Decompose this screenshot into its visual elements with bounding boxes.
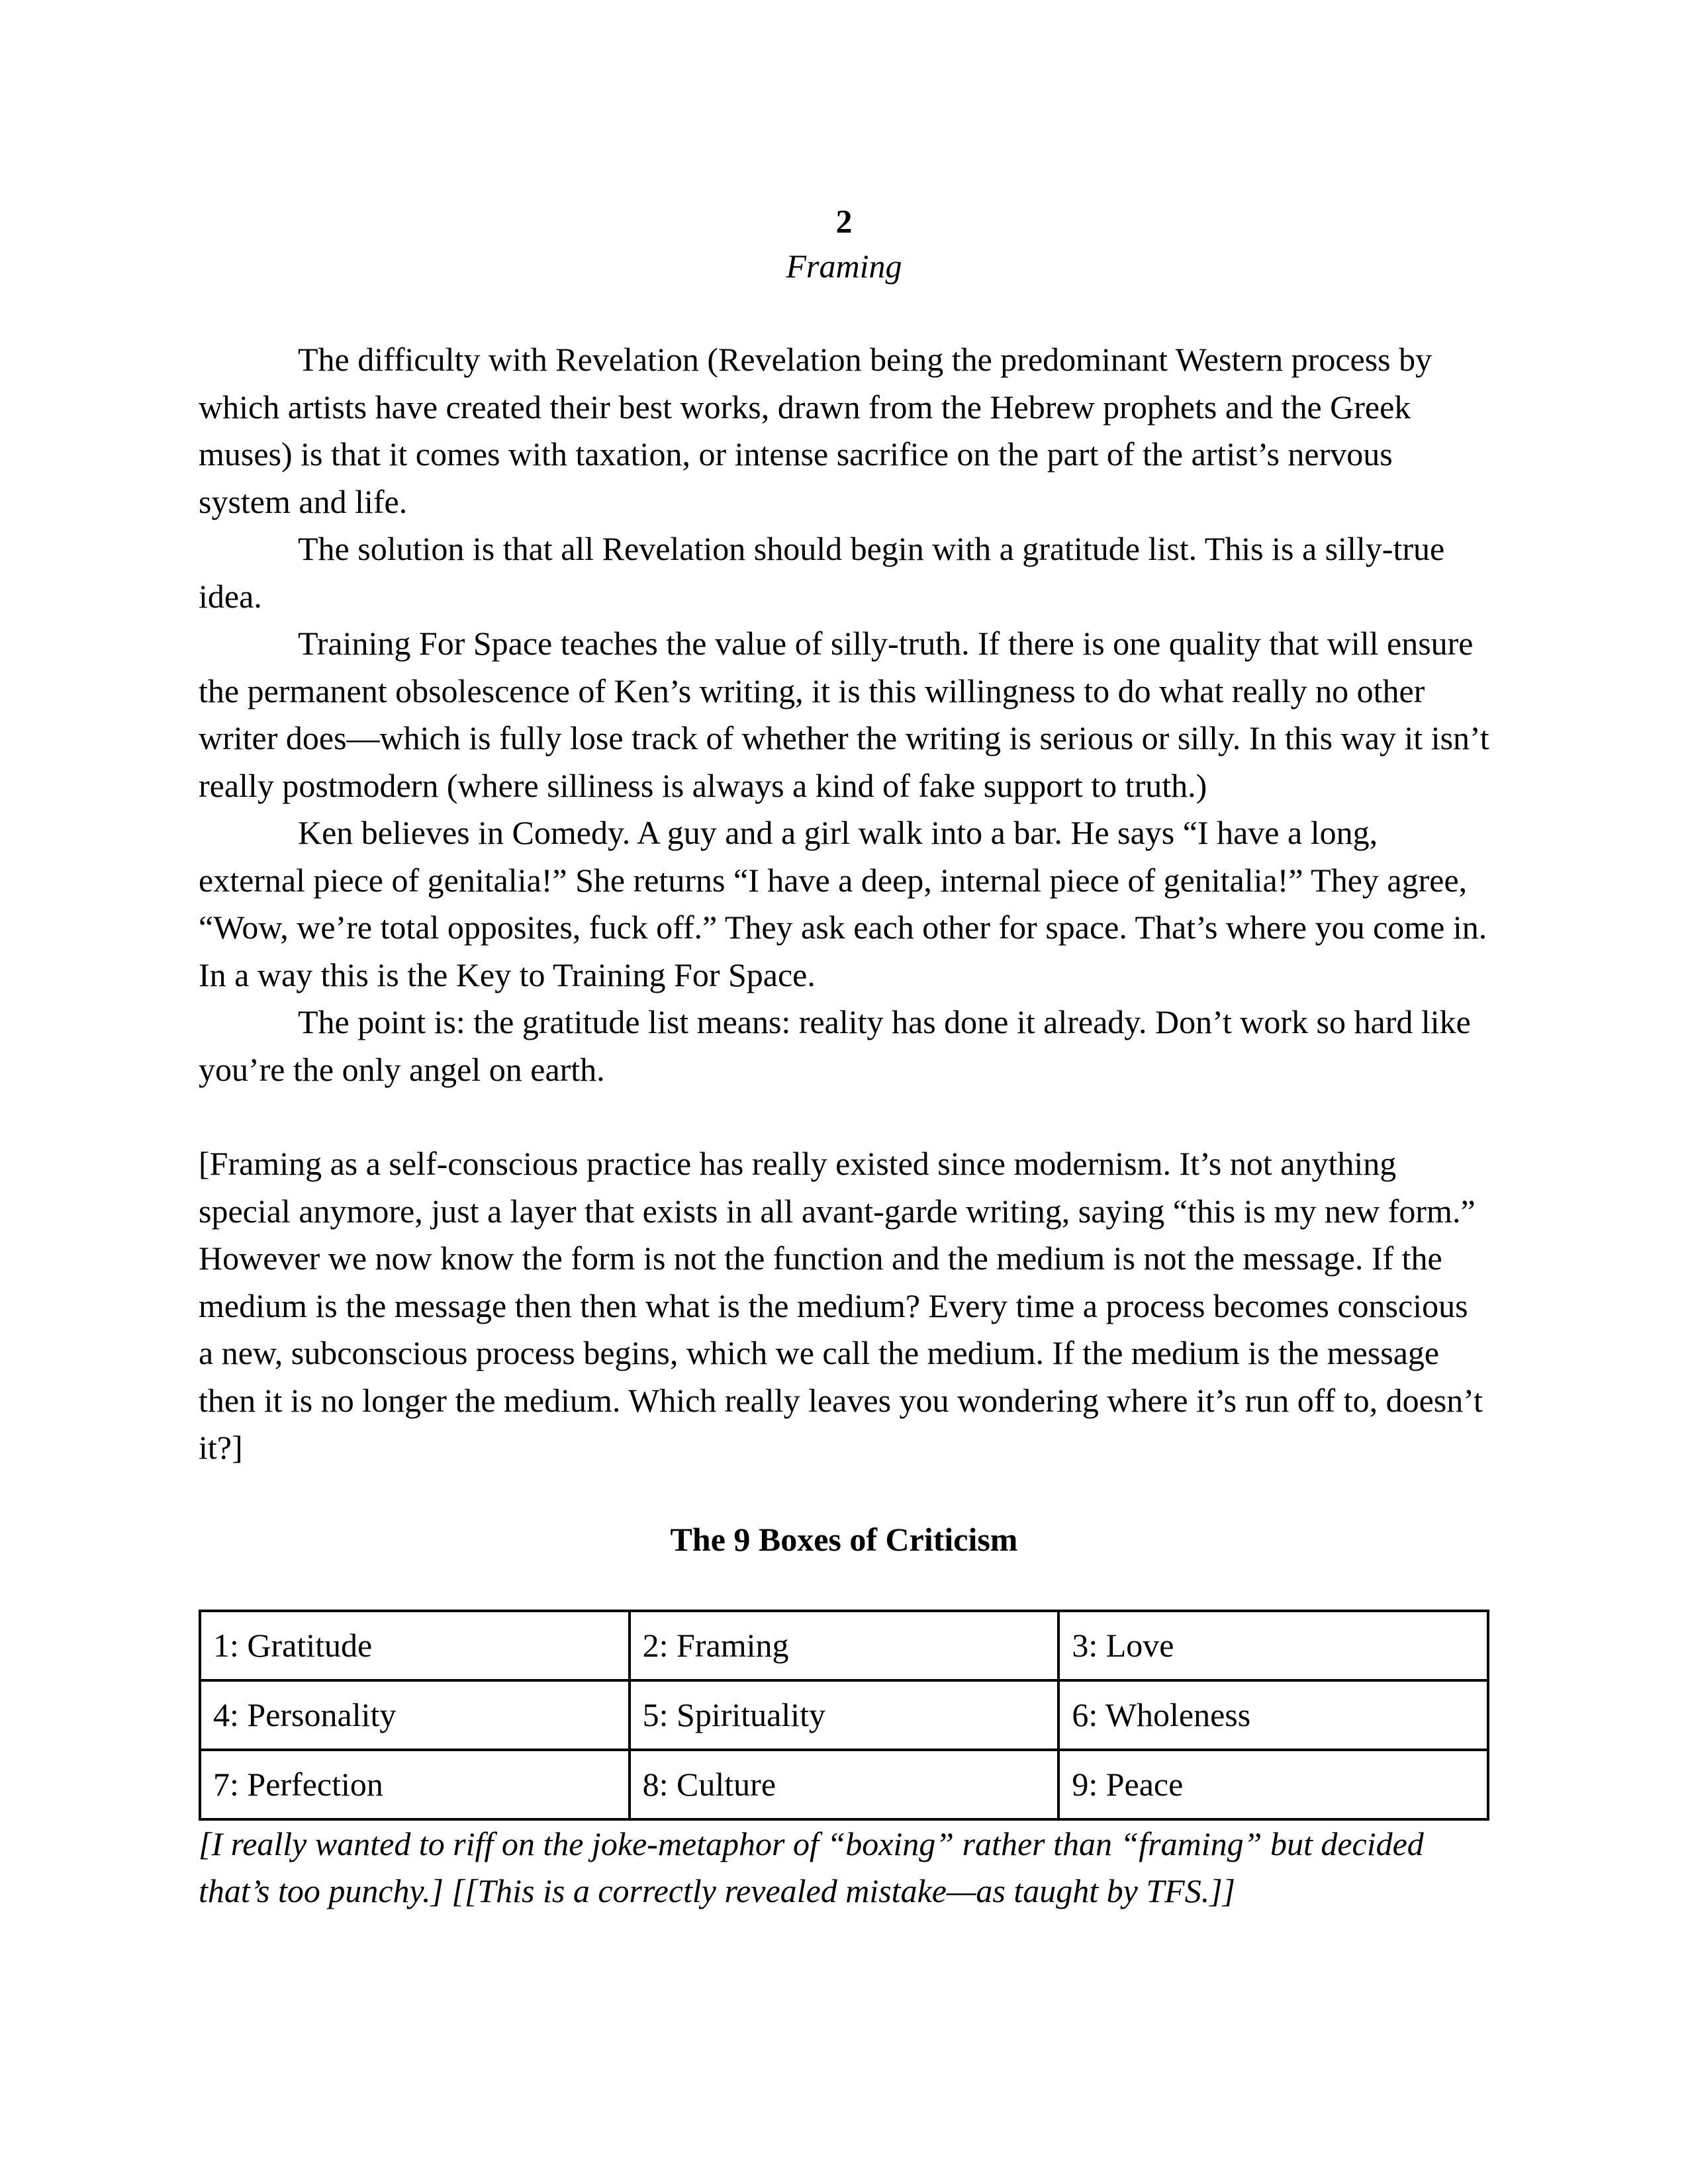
document-page [199,199,1489,1915]
table-cell: 9: Peace [1058,1750,1488,1819]
boxes-table [199,1610,1489,1821]
table-cell: 3: Love [1058,1611,1488,1680]
table-cell: 8: Culture [630,1750,1059,1819]
table-footnote: [I really wanted to riff on the joke-metaphor of “boxing” rather than “framing” but decided that’s too punchy.] [[This is a correctly revealed mistake—as taught by TFS.]] [199,1825,1424,1909]
table-row [200,1750,1488,1819]
table-row [200,1611,1488,1680]
body-paragraph: Training For Space teaches the value of silly-truth. If there is one quality that will ensure the permanent obsolescence of Ken’s writing, it is this willingness to do what really no other writer does—which is fully lose track of whether the writing is serious or silly. In this way it isn’t really postmodern (where silliness is always a kind of fake support to truth.) [199,625,1489,804]
table-cell: 7: Perfection [200,1750,630,1819]
body-paragraph: The solution is that all Revelation should begin with a gratitude list. This is a silly-true idea. [199,530,1445,615]
body-paragraph: Ken believes in Comedy. A guy and a girl walk into a bar. He says “I have a long, external piece of genitalia!” She returns “I have a deep, internal piece of genitalia!” They agree, “Wow, we’re total opposites, fuck off.” They ask each other for space. That’s where you come in. In a way this is the Key to Training For Space. [199,814,1487,993]
table-cell: 5: Spirituality [630,1680,1059,1750]
chapter-number: 2 [835,203,853,240]
bracketed-aside: [Framing as a self-conscious practice has really existed since modernism. It’s not anything special anymore, just a layer that exists in all avant-garde writing, saying “this is my new form.” However we now know the form is not the function and the medium is not the message. If the medium is the message then then what is the medium? Every time a process becomes conscious a new, subconscious process begins, which we call the medium. If the medium is the message then it is no longer the medium. Which really leaves you wondering where it’s run off to, doesn’t it?] [199,1145,1483,1466]
table-row [200,1680,1488,1750]
body-paragraph: The difficulty with Revelation (Revelation being the predominant Western process by which artists have created their best works, drawn from the Hebrew prophets and the Greek muses) is that it comes with taxation, or intense sacrifice on the part of the artist’s nervous system and life. [199,341,1432,520]
table-cell: 1: Gratitude [200,1611,630,1680]
boxes-heading: The 9 Boxes of Criticism [670,1520,1018,1558]
body-paragraph: The point is: the gratitude list means: reality has done it already. Don’t work so hard like you’re the only angel on earth. [199,1003,1471,1088]
chapter-title: Framing [786,248,902,285]
table-cell: 2: Framing [630,1611,1059,1680]
table-cell: 6: Wholeness [1058,1680,1488,1750]
table-cell: 4: Personality [200,1680,630,1750]
